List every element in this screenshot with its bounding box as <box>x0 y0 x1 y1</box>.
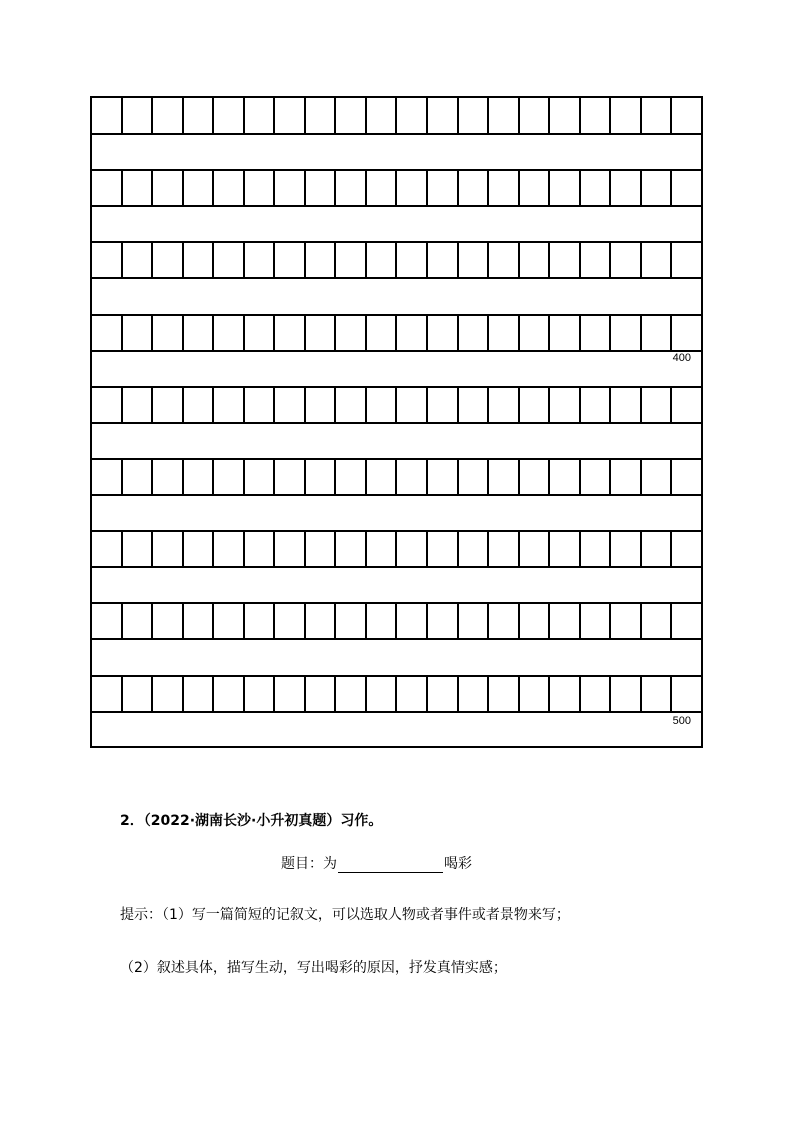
grid-cell[interactable] <box>520 242 551 278</box>
grid-cell[interactable] <box>489 459 520 495</box>
topic-blank <box>338 856 443 873</box>
grid-cell[interactable] <box>92 170 123 206</box>
grid-cell[interactable] <box>642 459 673 495</box>
grid-cell[interactable] <box>275 531 306 567</box>
grid-row <box>92 242 701 278</box>
grid-cell[interactable] <box>550 676 581 712</box>
grid-cell[interactable] <box>184 170 215 206</box>
grid-cell[interactable] <box>489 676 520 712</box>
grid-cell[interactable] <box>153 242 184 278</box>
grid-cell[interactable] <box>672 531 701 567</box>
grid-cell[interactable] <box>397 676 428 712</box>
grid-cell[interactable] <box>214 242 245 278</box>
grid-cell[interactable] <box>245 531 276 567</box>
grid-cell[interactable] <box>245 676 276 712</box>
grid-row <box>92 459 701 495</box>
grid-line <box>92 277 701 279</box>
grid-line <box>92 422 701 424</box>
grid-cell[interactable] <box>489 98 520 134</box>
grid-cell[interactable] <box>672 387 701 423</box>
grid-cell[interactable] <box>581 603 612 639</box>
grid-line <box>92 494 701 496</box>
grid-cell[interactable] <box>184 676 215 712</box>
grid-line <box>92 638 701 640</box>
grid-cell[interactable] <box>581 531 612 567</box>
grid-cell[interactable] <box>245 387 276 423</box>
grid-cell[interactable] <box>153 531 184 567</box>
grid-cell[interactable] <box>428 315 459 351</box>
grid-cell[interactable] <box>611 603 642 639</box>
grid-cell[interactable] <box>184 242 215 278</box>
grid-cell[interactable] <box>275 242 306 278</box>
grid-cell[interactable] <box>153 459 184 495</box>
grid-cell[interactable] <box>153 676 184 712</box>
grid-cell[interactable] <box>367 387 398 423</box>
grid-row <box>92 98 701 134</box>
grid-cell[interactable] <box>520 603 551 639</box>
grid-cell[interactable] <box>275 603 306 639</box>
grid-row <box>92 603 701 639</box>
grid-cell[interactable] <box>428 676 459 712</box>
grid-cell[interactable] <box>672 603 701 639</box>
grid-cell[interactable] <box>428 531 459 567</box>
grid-cell[interactable] <box>123 603 154 639</box>
grid-cell[interactable] <box>367 531 398 567</box>
grid-row <box>92 531 701 567</box>
grid-cell[interactable] <box>428 170 459 206</box>
grid-cell[interactable] <box>123 676 154 712</box>
grid-cell[interactable] <box>672 170 701 206</box>
grid-cell[interactable] <box>428 603 459 639</box>
grid-cell[interactable] <box>336 676 367 712</box>
grid-cell[interactable] <box>459 459 490 495</box>
grid-cell[interactable] <box>336 531 367 567</box>
grid-cell[interactable] <box>306 98 337 134</box>
question-title: 2．（2022·湖南长沙·小升初真题）习作。 <box>120 813 383 829</box>
grid-cell[interactable] <box>489 242 520 278</box>
grid-cell[interactable] <box>672 459 701 495</box>
grid-cell[interactable] <box>367 676 398 712</box>
grid-cell[interactable] <box>214 603 245 639</box>
grid-cell[interactable] <box>336 603 367 639</box>
grid-cell[interactable] <box>367 315 398 351</box>
grid-cell[interactable] <box>428 242 459 278</box>
grid-cell[interactable] <box>184 315 215 351</box>
grid-cell[interactable] <box>489 170 520 206</box>
grid-cell[interactable] <box>642 676 673 712</box>
grid-cell[interactable] <box>214 387 245 423</box>
grid-cell[interactable] <box>184 387 215 423</box>
grid-cell[interactable] <box>306 315 337 351</box>
grid-row <box>92 387 701 423</box>
grid-cell[interactable] <box>336 98 367 134</box>
grid-cell[interactable] <box>306 242 337 278</box>
grid-cell[interactable] <box>123 387 154 423</box>
grid-cell[interactable] <box>642 242 673 278</box>
grid-cell[interactable] <box>214 170 245 206</box>
grid-line <box>92 350 701 352</box>
grid-cell[interactable] <box>611 170 642 206</box>
grid-cell[interactable] <box>611 459 642 495</box>
grid-cell[interactable] <box>336 459 367 495</box>
grid-cell[interactable] <box>459 242 490 278</box>
grid-cell[interactable] <box>214 315 245 351</box>
grid-cell[interactable] <box>489 603 520 639</box>
grid-cell[interactable] <box>92 459 123 495</box>
grid-cell[interactable] <box>275 98 306 134</box>
grid-cell[interactable] <box>275 459 306 495</box>
grid-cell[interactable] <box>306 676 337 712</box>
grid-cell[interactable] <box>459 98 490 134</box>
grid-cell[interactable] <box>459 170 490 206</box>
grid-row <box>92 676 701 712</box>
grid-cell[interactable] <box>275 387 306 423</box>
grid-cell[interactable] <box>459 315 490 351</box>
grid-row <box>92 315 701 351</box>
grid-cell[interactable] <box>397 603 428 639</box>
grid-cell[interactable] <box>459 531 490 567</box>
grid-cell[interactable] <box>428 387 459 423</box>
grid-cell[interactable] <box>550 242 581 278</box>
grid-cell[interactable] <box>611 315 642 351</box>
grid-cell[interactable] <box>214 98 245 134</box>
grid-row <box>92 170 701 206</box>
grid-cell[interactable] <box>92 242 123 278</box>
grid-cell[interactable] <box>214 676 245 712</box>
grid-cell[interactable] <box>489 531 520 567</box>
grid-cell[interactable] <box>397 387 428 423</box>
grid-cell[interactable] <box>306 531 337 567</box>
grid-cell[interactable] <box>642 170 673 206</box>
grid-cell[interactable] <box>184 531 215 567</box>
grid-cell[interactable] <box>153 98 184 134</box>
grid-cell[interactable] <box>123 242 154 278</box>
grid-cell[interactable] <box>672 242 701 278</box>
grid-cell[interactable] <box>92 676 123 712</box>
grid-cell[interactable] <box>153 170 184 206</box>
grid-cell[interactable] <box>184 459 215 495</box>
grid-cell[interactable] <box>672 315 701 351</box>
grid-cell[interactable] <box>428 459 459 495</box>
grid-cell[interactable] <box>489 315 520 351</box>
grid-cell[interactable] <box>397 459 428 495</box>
grid-cell[interactable] <box>367 459 398 495</box>
grid-line <box>92 566 701 568</box>
grid-cell[interactable] <box>520 531 551 567</box>
grid-cell[interactable] <box>397 242 428 278</box>
grid-cell[interactable] <box>550 459 581 495</box>
grid-cell[interactable] <box>245 459 276 495</box>
topic-suffix: 喝彩 <box>444 856 472 872</box>
grid-cell[interactable] <box>611 387 642 423</box>
grid-cell[interactable] <box>550 315 581 351</box>
grid-cell[interactable] <box>520 459 551 495</box>
grid-cell[interactable] <box>92 603 123 639</box>
grid-cell[interactable] <box>92 387 123 423</box>
grid-cell[interactable] <box>275 676 306 712</box>
grid-line <box>92 205 701 207</box>
grid-cell[interactable] <box>367 98 398 134</box>
grid-cell[interactable] <box>92 315 123 351</box>
grid-cell[interactable] <box>153 603 184 639</box>
char-count-400: 400 <box>672 352 691 364</box>
grid-cell[interactable] <box>397 315 428 351</box>
grid-cell[interactable] <box>306 170 337 206</box>
grid-cell[interactable] <box>642 387 673 423</box>
grid-cell[interactable] <box>550 603 581 639</box>
grid-cell[interactable] <box>581 459 612 495</box>
grid-cell[interactable] <box>336 387 367 423</box>
grid-cell[interactable] <box>245 315 276 351</box>
grid-cell[interactable] <box>642 531 673 567</box>
grid-cell[interactable] <box>184 98 215 134</box>
grid-cell[interactable] <box>581 98 612 134</box>
grid-cell[interactable] <box>245 170 276 206</box>
grid-cell[interactable] <box>275 315 306 351</box>
grid-cell[interactable] <box>214 531 245 567</box>
grid-cell[interactable] <box>245 242 276 278</box>
grid-cell[interactable] <box>581 676 612 712</box>
grid-cell[interactable] <box>642 315 673 351</box>
grid-cell[interactable] <box>489 387 520 423</box>
grid-cell[interactable] <box>550 531 581 567</box>
grid-cell[interactable] <box>642 603 673 639</box>
grid-cell[interactable] <box>275 170 306 206</box>
grid-cell[interactable] <box>550 170 581 206</box>
grid-cell[interactable] <box>459 676 490 712</box>
grid-cell[interactable] <box>611 98 642 134</box>
grid-cell[interactable] <box>520 315 551 351</box>
grid-cell[interactable] <box>581 315 612 351</box>
grid-cell[interactable] <box>428 98 459 134</box>
grid-cell[interactable] <box>611 242 642 278</box>
grid-cell[interactable] <box>459 603 490 639</box>
grid-cell[interactable] <box>336 242 367 278</box>
char-count-500: 500 <box>672 715 691 727</box>
grid-cell[interactable] <box>306 387 337 423</box>
writing-grid <box>90 96 703 748</box>
grid-cell[interactable] <box>550 98 581 134</box>
grid-cell[interactable] <box>92 98 123 134</box>
grid-cell[interactable] <box>306 459 337 495</box>
grid-cell[interactable] <box>642 98 673 134</box>
grid-cell[interactable] <box>520 170 551 206</box>
grid-cell[interactable] <box>214 459 245 495</box>
grid-cell[interactable] <box>367 603 398 639</box>
hint-line-1: 提示：（1）写一篇简短的记叙文，可以选取人物或者事件或者景物来写； <box>120 907 570 923</box>
essay-topic <box>281 853 472 873</box>
grid-cell[interactable] <box>184 603 215 639</box>
grid-cell[interactable] <box>92 531 123 567</box>
grid-cell[interactable] <box>611 676 642 712</box>
grid-cell[interactable] <box>123 459 154 495</box>
grid-cell[interactable] <box>153 315 184 351</box>
grid-cell[interactable] <box>611 531 642 567</box>
grid-cell[interactable] <box>245 603 276 639</box>
hint-line-2: （2）叙述具体，描写生动，写出喝彩的原因，抒发真情实感； <box>120 960 507 976</box>
grid-cell[interactable] <box>367 242 398 278</box>
grid-cell[interactable] <box>672 98 701 134</box>
grid-line <box>92 133 701 135</box>
grid-cell[interactable] <box>581 170 612 206</box>
grid-cell[interactable] <box>581 242 612 278</box>
grid-cell[interactable] <box>581 387 612 423</box>
grid-cell[interactable] <box>336 170 367 206</box>
grid-cell[interactable] <box>397 170 428 206</box>
grid-cell[interactable] <box>153 387 184 423</box>
grid-cell[interactable] <box>123 315 154 351</box>
topic-prefix: 题目：为 <box>281 856 337 872</box>
grid-cell[interactable] <box>397 531 428 567</box>
grid-line <box>92 711 701 713</box>
grid-cell[interactable] <box>520 676 551 712</box>
grid-cell[interactable] <box>550 387 581 423</box>
grid-cell[interactable] <box>520 387 551 423</box>
grid-cell[interactable] <box>245 98 276 134</box>
grid-cell[interactable] <box>367 170 398 206</box>
grid-cell[interactable] <box>672 676 701 712</box>
grid-cell[interactable] <box>397 98 428 134</box>
grid-cell[interactable] <box>306 603 337 639</box>
grid-cell[interactable] <box>459 387 490 423</box>
grid-cell[interactable] <box>336 315 367 351</box>
grid-cell[interactable] <box>520 98 551 134</box>
grid-cell[interactable] <box>123 170 154 206</box>
grid-cell[interactable] <box>123 531 154 567</box>
grid-cell[interactable] <box>123 98 154 134</box>
